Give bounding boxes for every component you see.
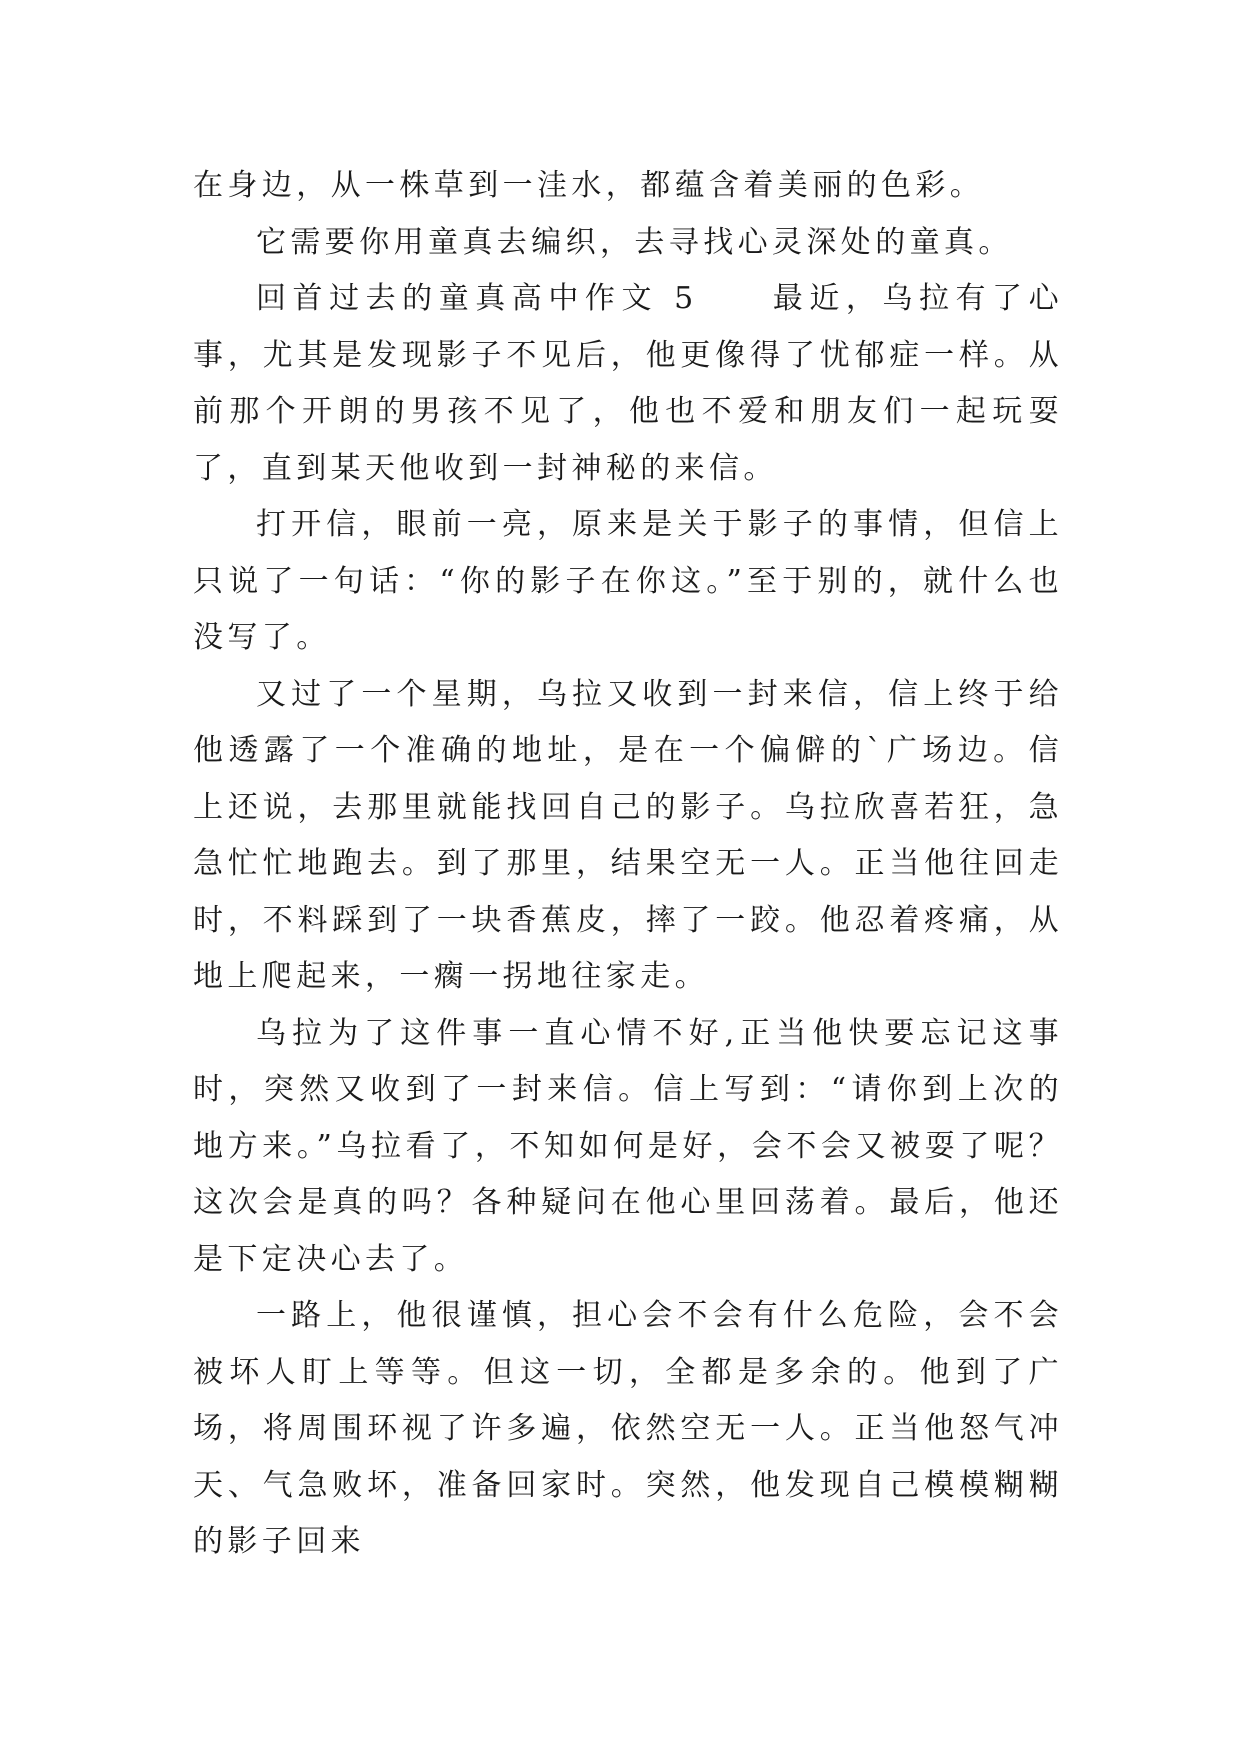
paragraph: 一路上，他很谨慎，担心会不会有什么危险，会不会被坏人盯上等等。但这一切，全都是多余的。他到了广场，将周围环视了许多遍，依然空无一人。正当他怒气冲天、气急败坏，准备回家时。突然，他发现自己模模糊糊的影子回来 (193, 1298, 1063, 1559)
document-body (193, 158, 1063, 1571)
paragraph: 又过了一个星期，乌拉又收到一封来信，信上终于给他透露了一个准确的地址，是在一个偏僻的`广场边。信上还说，去那里就能找回自己的影子。乌拉欣喜若狂，急急忙忙地跑去。到了那里，结果空无一人。正当他往回走时，不料踩到了一块香蕉皮，摔了一跤。他忍着疼痛，从地上爬起来，一瘸一拐地往家走。 (193, 676, 1063, 994)
paragraph-heading: 回首过去的童真高中作文 5 最近，乌拉有了心事，尤其是发现影子不见后，他更像得了忧郁症一样。从前那个开朗的男孩不见了，他也不爱和朋友们一起玩耍了，直到某天他收到一封神秘的来信。 (193, 281, 1063, 486)
paragraph: 乌拉为了这件事一直心情不好,正当他快要忘记这事时，突然又收到了一封来信。信上写到：“请你到上次的地方来。”乌拉看了，不知如何是好，会不会又被耍了呢？这次会是真的吗？各种疑问在他心里回荡着。最后，他还是下定决心去了。 (193, 1015, 1063, 1277)
paragraph: 它需要你用童真去编织，去寻找心灵深处的童真。 (256, 224, 1013, 260)
paragraph-continuation: 在身边，从一株草到一洼水，都蕴含着美丽的色彩。 (193, 168, 985, 203)
paragraph: 打开信，眼前一亮，原来是关于影子的事情，但信上只说了一句话：“你的影子在你这。”至于别的，就什么也没写了。 (193, 507, 1063, 655)
